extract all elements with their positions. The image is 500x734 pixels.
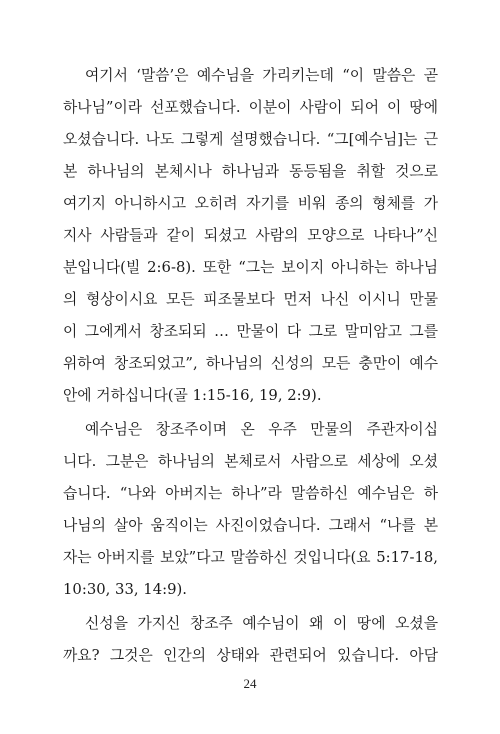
paragraph-1-line-2: 하나님”이라 선포했습니다. 이분이 사람이 되어 이 땅에 — [63, 99, 438, 116]
paragraph-1-line-1: 여기서 ‘말씀’은 예수님을 가리키는데 “이 말씀은 곧 — [85, 67, 438, 84]
paragraph-2-line-6: 10:30, 33, 14:9). — [63, 581, 187, 598]
paragraph-2-line-5: 자는 아버지를 보았”다고 말씀하신 것입니다(요 5:17-18, — [63, 549, 438, 566]
paragraph-1-line-8: 의 형상이시요 모든 피조물보다 먼저 나신 이시니 만물 — [63, 291, 438, 308]
paragraph-2-line-2: 니다. 그분은 하나님의 본체로서 사람으로 세상에 오셨 — [63, 453, 438, 470]
paragraph-1-line-3: 오셨습니다. 나도 그렇게 설명했습니다. “그[예수님]는 근 — [63, 131, 438, 148]
page-number: 24 — [243, 676, 257, 691]
paragraph-2-line-3: 습니다. “나와 아버지는 하나”라 말씀하신 예수님은 하 — [63, 485, 438, 502]
paragraph-1-line-7: 분입니다(빌 2:6-8). 또한 “그는 보이지 아니하는 하나님 — [63, 259, 438, 276]
paragraph-1-line-6: 지사 사람들과 같이 되셨고 사람의 모양으로 나타나”신 — [63, 227, 438, 244]
paragraph-3-line-1: 신성을 가지신 창조주 예수님이 왜 이 땅에 오셨을 — [85, 615, 438, 632]
paragraph-2-line-4: 나님의 살아 움직이는 사진이었습니다. 그래서 “나를 본 — [63, 517, 438, 534]
paragraph-1-line-9: 이 그에게서 창조되되 … 만물이 다 그로 말미암고 그를 — [63, 323, 438, 340]
paragraph-1-line-10: 위하여 창조되었고”, 하나님의 신성의 모든 충만이 예수 — [63, 355, 438, 372]
paragraph-2-line-1: 예수님은 창조주이며 온 우주 만물의 주관자이십 — [85, 421, 438, 438]
paragraph-1-line-11: 안에 거하십니다(골 1:15-16, 19, 2:9). — [63, 387, 322, 404]
paragraph-3-line-2: 까요? 그것은 인간의 상태와 관련되어 있습니다. 아담 — [63, 647, 438, 664]
paragraph-1-line-4: 본 하나님의 본체시나 하나님과 동등됨을 취할 것으로 — [63, 163, 438, 180]
paragraph-1-line-5: 여기지 아니하시고 오히려 자기를 비워 종의 형체를 가 — [63, 195, 438, 212]
